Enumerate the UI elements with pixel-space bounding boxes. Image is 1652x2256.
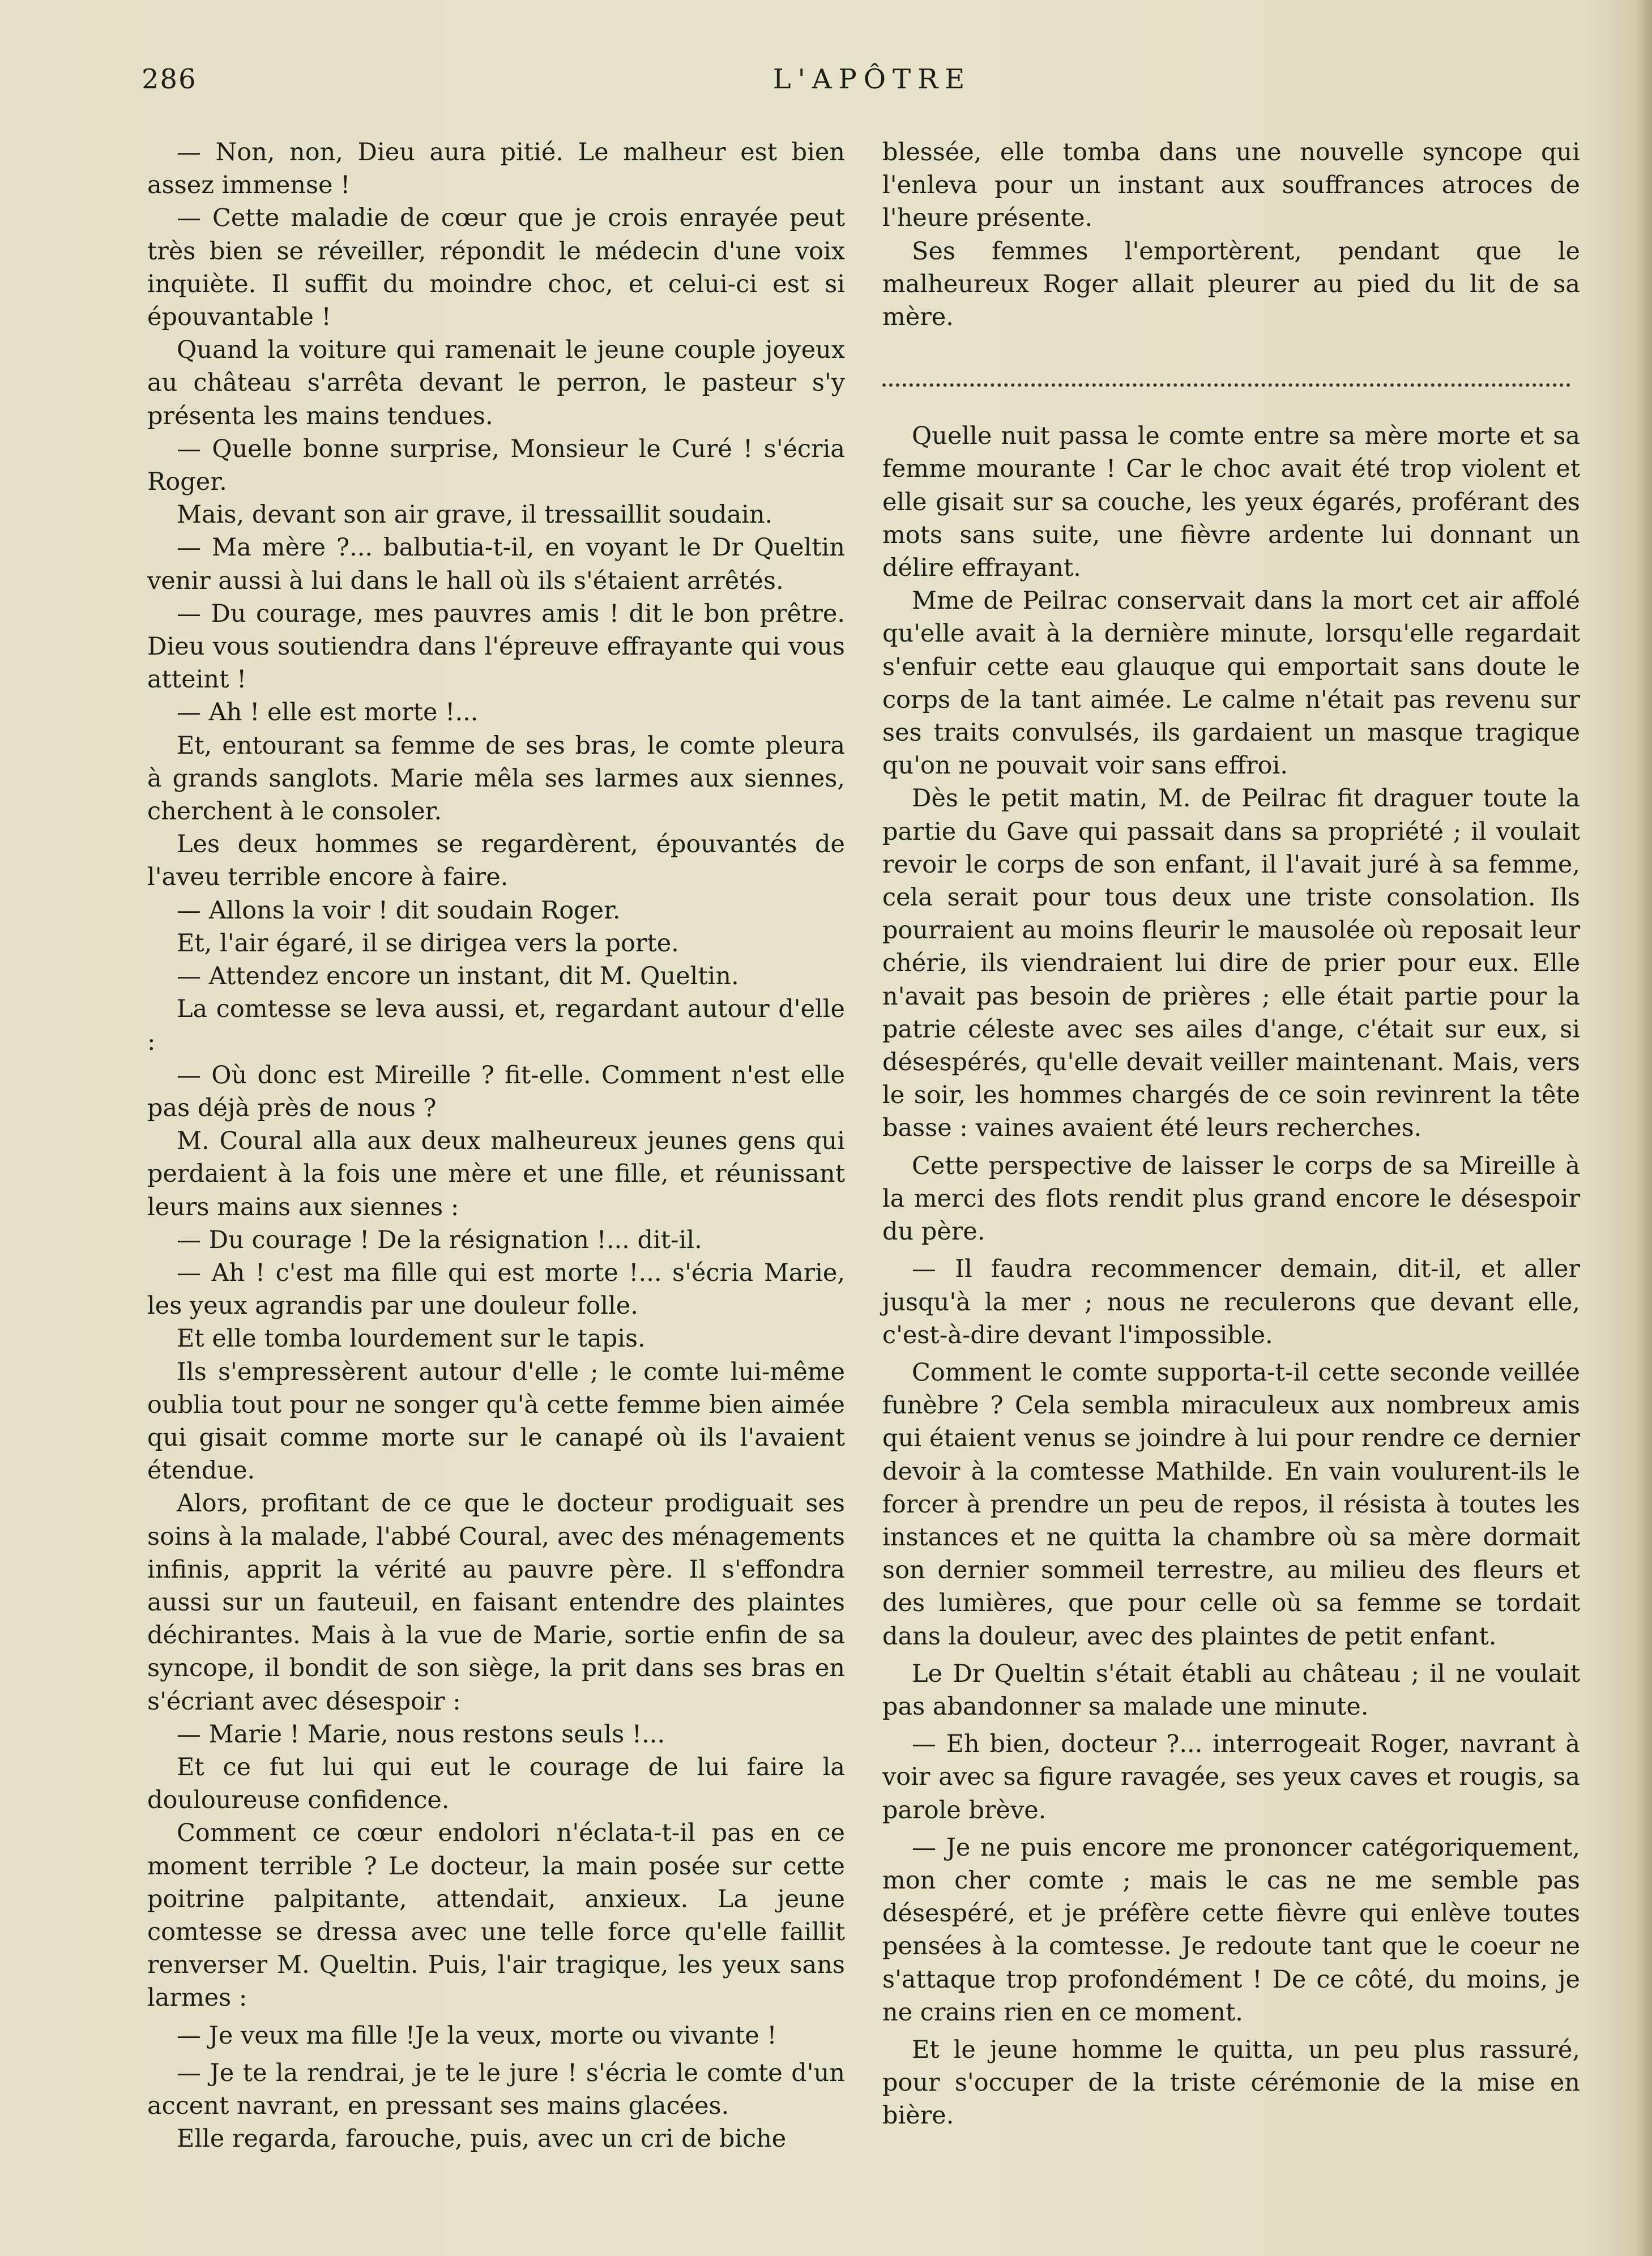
paragraph: — Ma mère ?... balbutia-t-il, en voyant le Dr Queltin venir aussi à lui dans le hall où ils s'étaient arrêtés. (147, 533, 845, 595)
paragraph: Alors, profitant de ce que le docteur prodiguait ses soins à la malade, l'abbé Coural, avec des ménagements infinis, apprit la vérité au pauvre père. Il s'effondra aussi sur un fauteuil, en faisant entendre des plaintes déchirantes. Mais à la vue de Marie, sortie enfin de sa syncope, il bondit de son siège, la prit dans ses bras en s'écriant avec désespoir : (147, 1489, 845, 1716)
paragraph: Comment ce cœur endolori n'éclata-t-il pas en ce moment terrible ? Le docteur, la main posée sur cette poitrine palpitante, attendait, anxieux. La jeune comtesse se dressa avec une telle force qu'elle faillit renverser M. Queltin. Puis, l'air tragique, les yeux sans larmes : (147, 1819, 845, 2013)
paragraph: Quand la voiture qui ramenait le jeune couple joyeux au château s'arrêta devant le perron, le pasteur s'y présenta les mains tendues. (147, 336, 845, 430)
paragraph: — Marie ! Marie, nous restons seuls !... (177, 1720, 665, 1749)
paragraph: Les deux hommes se regardèrent, épouvantés de l'aveu terrible encore à faire. (147, 830, 845, 892)
paragraph: Comment le comte supporta-t-il cette seconde veillée funèbre ? Cela sembla miraculeux aux nombreux amis qui étaient venus se joindre à lui pour rendre ce dernier devoir à la comtesse Mathilde. En vain voulurent-ils le forcer à prendre un peu de repos, il résista à toutes les instances et ne quitta la chambre où sa mère dormait son dernier sommeil terrestre, au milieu des fleurs et des lumières, que pour celle où sa femme se tordait dans la douleur, avec des plaintes de petit enfant. (882, 1358, 1580, 1651)
paragraph: — Du courage ! De la résignation !... dit-il. (177, 1225, 702, 1254)
page-number: 286 (142, 63, 197, 95)
paragraph: Elle regarda, farouche, puis, avec un cri de biche (177, 2125, 787, 2154)
paragraph: — Ah ! c'est ma fille qui est morte !... s'écria Marie, les yeux agrandis par une douleur folle. (147, 1258, 845, 1321)
paragraph: Le Dr Queltin s'était établi au château ; il ne voulait pas abandonner sa malade une minute. (882, 1659, 1580, 1721)
section-separator (882, 366, 1570, 387)
paragraph: Quelle nuit passa le comte entre sa mère morte et sa femme mourante ! Car le choc avait été trop violent et elle gisait sur sa couche, les yeux égarés, proférant des mots sans suite, une fièvre ardente lui donnant un délire effrayant. (882, 422, 1580, 583)
paragraph: — Allons la voir ! dit soudain Roger. (177, 896, 621, 925)
paragraph: Mme de Peilrac conservait dans la mort cet air affolé qu'elle avait à la dernière minute, lorsqu'elle regardait s'enfuir cette eau glauque qui emportait sans doute le corps de la tant aimée. Le calme n'était pas revenu sur ses traits convulsés, ils gardaient un masque tragique qu'on ne pouvait voir sans effroi. (882, 587, 1580, 780)
paragraph: Mais, devant son air grave, il tressaillit soudain. (177, 501, 773, 529)
left-column (147, 136, 845, 2155)
paragraph: Ses femmes l'emportèrent, pendant que le malheureux Roger allait pleurer au pied du lit de sa mère. (882, 237, 1580, 332)
paragraph: — Ah ! elle est morte !... (177, 698, 479, 727)
running-title: L'APÔTRE (772, 63, 972, 95)
paragraph: — Je te la rendrai, je te le jure ! s'écria le comte d'un accent navrant, en pressant ses mains glacées. (147, 2058, 845, 2120)
paragraph: — Quelle bonne surprise, Monsieur le Curé ! s'écria Roger. (147, 434, 845, 497)
paragraph: — Non, non, Dieu aura pitié. Le malheur est bien assez immense ! (147, 138, 845, 200)
paragraph: M. Coural alla aux deux malheureux jeunes gens qui perdaient à la fois une mère et une fille, et réunissant leurs mains aux siennes : (147, 1127, 845, 1221)
running-head (142, 63, 1580, 103)
paragraph: — Cette maladie de cœur que je crois enrayée peut très bien se réveiller, répondit le médecin d'une voix inquiète. Il suffit du moindre choc, et celui-ci est si épouvantable ! (147, 204, 845, 332)
paragraph: — Du courage, mes pauvres amis ! dit le bon prêtre. Dieu vous soutiendra dans l'épreuve effrayante qui vous atteint ! (147, 599, 845, 694)
paragraph: — Il faudra recommencer demain, dit-il, et aller jusqu'à la mer ; nous ne reculerons que devant elle, c'est-à-dire devant l'impossible. (882, 1255, 1580, 1349)
paragraph: — Je ne puis encore me prononcer catégoriquement, mon cher comte ; mais le cas ne me semble pas désespéré, et je préfère cette fièvre qui enlève toutes pensées à la comtesse. Je redoute tant que le coeur ne s'attaque trop profondément ! De ce côté, du moins, je ne crains rien en ce moment. (882, 1833, 1580, 2027)
paragraph: Cette perspective de laisser le corps de sa Mireille à la merci des flots rendit plus grand encore le désespoir du père. (882, 1151, 1580, 1246)
paragraph: Et ce fut lui qui eut le courage de lui faire la douloureuse confidence. (147, 1753, 845, 1815)
paragraph: Dès le petit matin, M. de Peilrac fit draguer toute la partie du Gave qui passait dans sa propriété ; il voulait revoir le corps de son enfant, il l'avait juré à sa femme, cela serait pour tous deux une triste consolation. Ils pourraient au moins fleurir le mausolée où reposait leur chérie, ils viendraient lui dire de prier pour eux. Elle n'avait pas besoin de prières ; elle était partie pour la patrie céleste avec ses ailes d'ange, c'était sur eux, si désespérés, qu'elle devait veiller maintenant. Mais, vers le soir, les hommes chargés de ce soin revinrent la tête basse : vaines avaient été leurs recherches. (882, 784, 1580, 1143)
right-column (882, 136, 1580, 2133)
paragraph: Et le jeune homme le quitta, un peu plus rassuré, pour s'occuper de la triste cérémonie de la mise en bière. (882, 2035, 1580, 2130)
paragraph: Et, l'air égaré, il se dirigea vers la porte. (177, 929, 679, 958)
page-edge-shadow (1635, 0, 1652, 2256)
paragraph: Et, entourant sa femme de ses bras, le comte pleura à grands sanglots. Marie mêla ses larmes aux siennes, cherchent à le consoler. (147, 731, 845, 826)
paragraph: Et elle tomba lourdement sur le tapis. (177, 1324, 646, 1353)
paragraph: La comtesse se leva aussi, et, regardant autour d'elle : (147, 995, 845, 1057)
paragraph: — Où donc est Mireille ? fit-elle. Comment n'est elle pas déjà près de nous ? (147, 1061, 845, 1122)
paragraph: — Eh bien, docteur ?... interrogeait Roger, navrant à voir avec sa figure ravagée, ses yeux caves et rougis, sa parole brève. (882, 1730, 1580, 1825)
paragraph: blessée, elle tomba dans une nouvelle syncope qui l'enleva pour un instant aux souffrances atroces de l'heure présente. (882, 138, 1580, 233)
paragraph: — Je veux ma fille !Je la veux, morte ou vivante ! (177, 2021, 777, 2050)
paragraph: — Attendez encore un instant, dit M. Queltin. (177, 962, 739, 991)
paragraph: Ils s'empressèrent autour d'elle ; le comte lui-même oublia tout pour ne songer qu'à cette femme bien aimée qui gisait comme morte sur le canapé où ils l'avaient étendue. (147, 1357, 845, 1485)
